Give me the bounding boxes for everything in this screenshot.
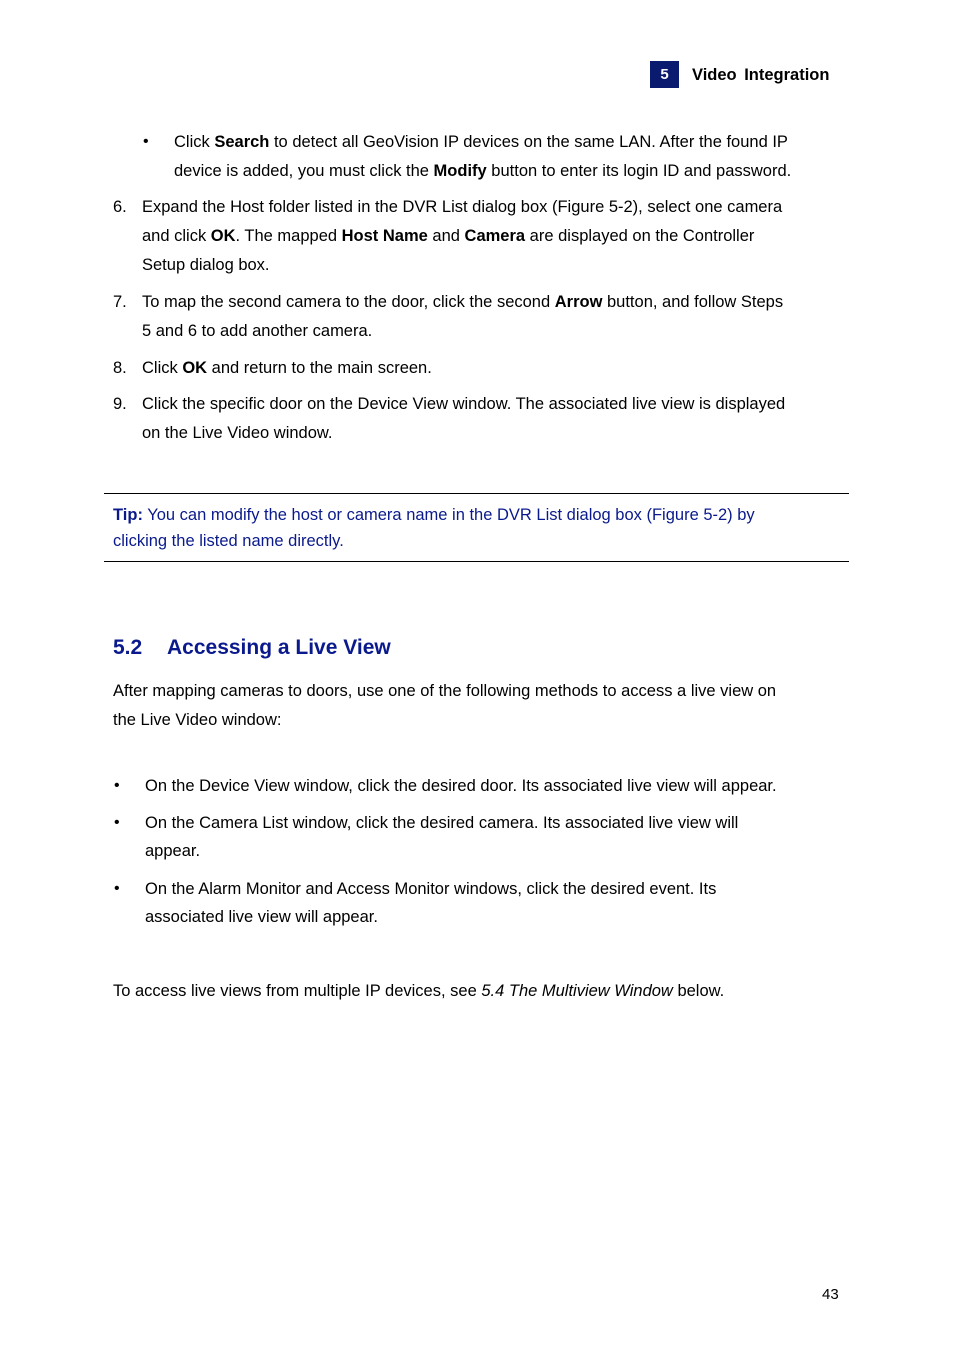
tip-top-rule [104, 493, 849, 494]
list-item: On the Device View window, click the desired door. Its associated live view will appear. [145, 777, 777, 795]
step-9-line-2: on the Live Video window. [142, 424, 333, 442]
step-6-line-3: Setup dialog box. [142, 256, 270, 274]
section-intro-line-2: the Live Video window: [113, 711, 282, 729]
list-item: On the Camera List window, click the desired camera. Its associated live view will [145, 814, 739, 832]
chapter-number-badge: 5 [650, 61, 679, 88]
step-9-line-1: Click the specific door on the Device View window. The associated live view is displayed [142, 395, 786, 413]
tip-bottom-rule [104, 561, 849, 562]
step-8-line-1: Click OK and return to the main screen. [142, 359, 432, 377]
step-8-number: 8. [113, 359, 127, 377]
step-6-line-1: Expand the Host folder listed in the DVR List dialog box (Figure 5-2), select one camera [142, 198, 783, 216]
step-9-number: 9. [113, 395, 127, 413]
cross-reference-link[interactable]: 5.4 The Multiview Window [481, 982, 673, 1000]
list-item-continuation: appear. [145, 842, 201, 860]
section-heading: 5.2 Accessing a Live View [113, 636, 391, 659]
step-6-line-2: and click OK. The mapped Host Name and Camera are displayed on the Controller [142, 227, 755, 245]
bullet-dot: • [143, 133, 149, 150]
bullet-search-line-1: Click Search to detect all GeoVision IP devices on the same LAN. After the found IP [174, 133, 788, 151]
page-number: 43 [822, 1286, 839, 1303]
list-item: On the Alarm Monitor and Access Monitor windows, click the desired event. Its [145, 880, 717, 898]
step-6-number: 6. [113, 198, 127, 216]
bullet-search-line-2: device is added, you must click the Modify button to enter its login ID and password. [174, 162, 792, 180]
list-item-continuation: associated live view will appear. [145, 908, 378, 926]
chapter-title: Video Integration [692, 66, 830, 84]
bullet-dot: • [114, 814, 120, 831]
step-7-line-1: To map the second camera to the door, click the second Arrow button, and follow Steps [142, 293, 784, 311]
section-intro-line-1: After mapping cameras to doors, use one of the following methods to access a live view on [113, 682, 777, 700]
closing-paragraph: To access live views from multiple IP devices, see 5.4 The Multiview Window below. [113, 982, 725, 1000]
step-7-number: 7. [113, 293, 127, 311]
tip-line-2: clicking the listed name directly. [113, 532, 344, 550]
tip-line-1: Tip: You can modify the host or camera name in the DVR List dialog box (Figure 5-2) by [113, 506, 755, 524]
bullet-dot: • [114, 880, 120, 897]
bullet-dot: • [114, 777, 120, 794]
step-7-line-2: 5 and 6 to add another camera. [142, 322, 373, 340]
